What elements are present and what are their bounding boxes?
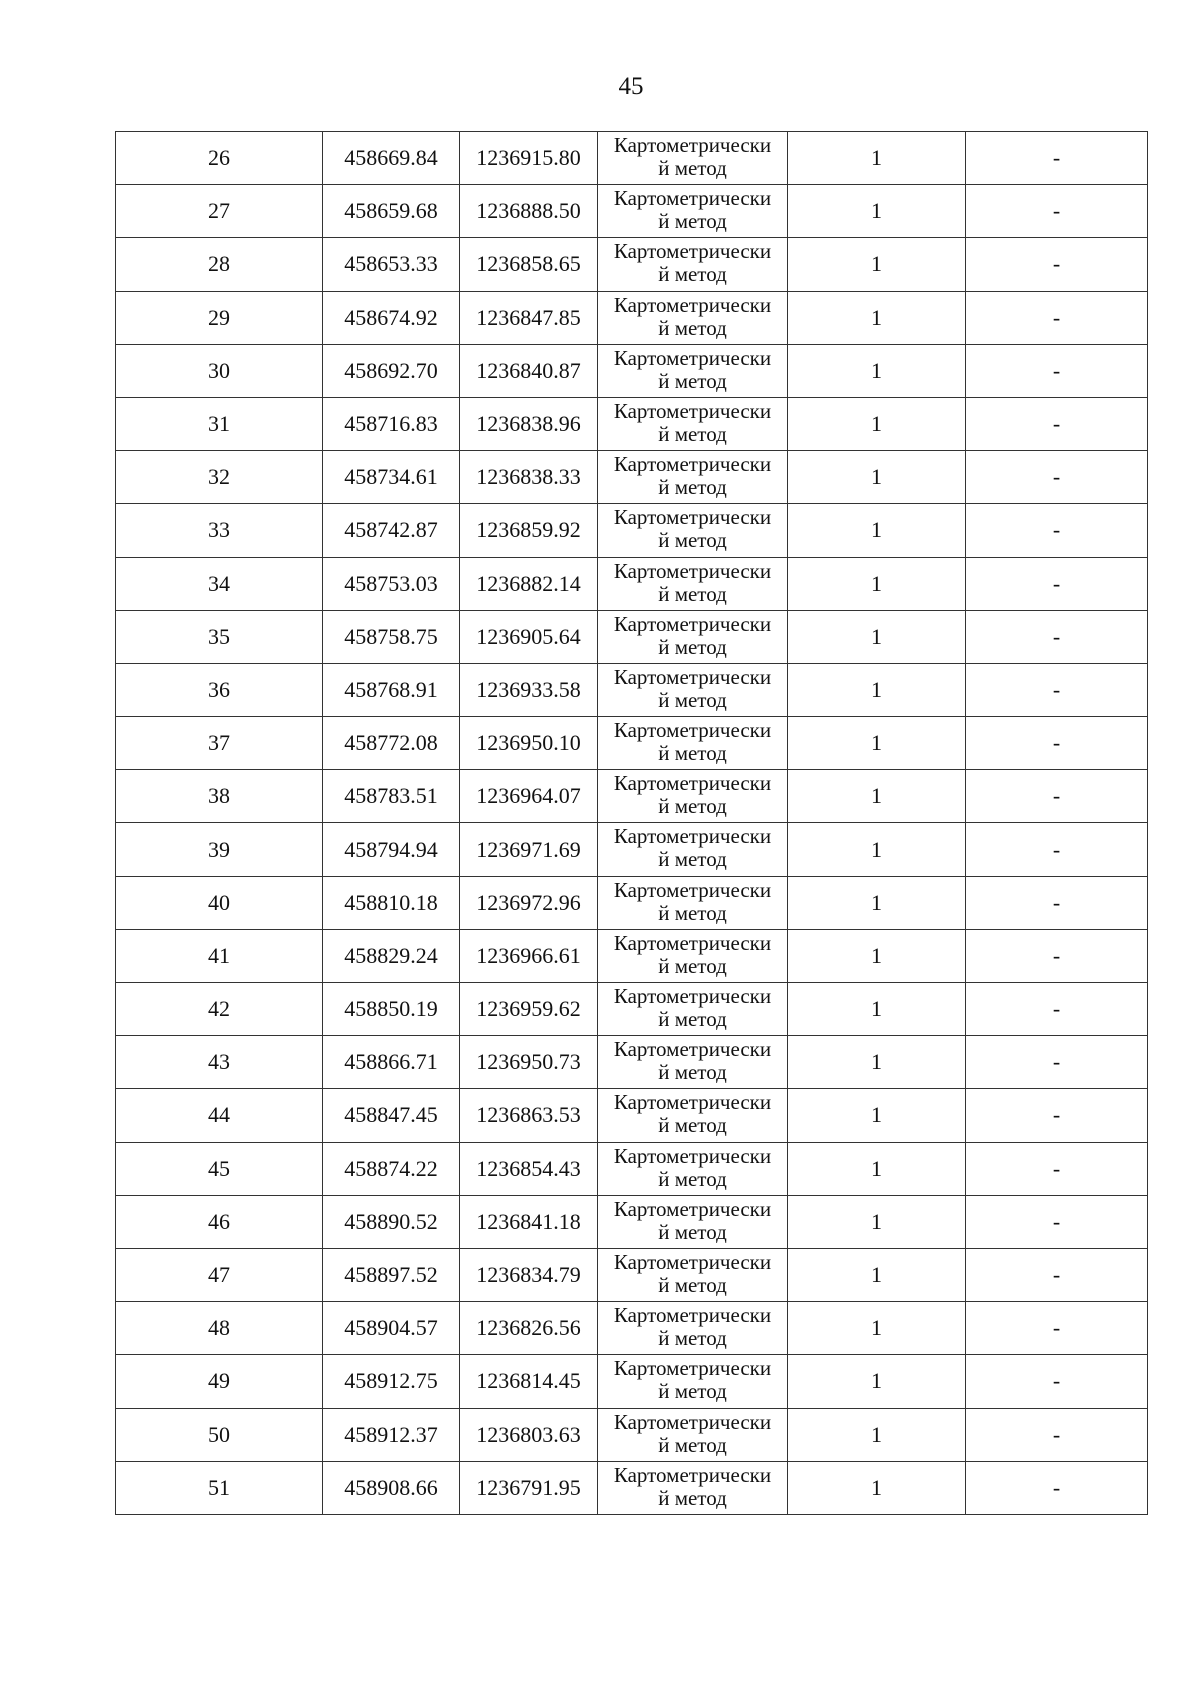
x-coordinate-cell: 458794.94 — [323, 823, 460, 876]
method-text-line-2: й метод — [658, 687, 727, 712]
y-coordinate-cell: 1236950.10 — [460, 717, 598, 770]
note-cell: - — [966, 397, 1148, 450]
point-number-cell: 37 — [116, 717, 323, 770]
y-coordinate-cell: 1236882.14 — [460, 557, 598, 610]
point-number-cell: 46 — [116, 1195, 323, 1248]
method-text-line-1: Картометрически — [613, 186, 772, 211]
y-coordinate-cell: 1236791.95 — [460, 1461, 598, 1514]
table-row — [116, 1248, 1148, 1301]
point-number-cell: 49 — [116, 1355, 323, 1408]
method-text-line-1: Картометрически — [613, 930, 772, 955]
method-cell — [598, 717, 788, 770]
x-coordinate-cell: 458904.57 — [323, 1302, 460, 1355]
x-coordinate-cell: 458810.18 — [323, 876, 460, 929]
table-row — [116, 557, 1148, 610]
method-text-line-1: Картометрически — [613, 1303, 772, 1328]
point-number-cell: 26 — [116, 132, 323, 185]
method-text-line-2: й метод — [658, 1432, 727, 1457]
note-cell: - — [966, 1461, 1148, 1514]
accuracy-cell: 1 — [788, 983, 966, 1036]
accuracy-cell: 1 — [788, 929, 966, 982]
method-text-line-2: й метод — [658, 421, 727, 446]
method-cell — [598, 1089, 788, 1142]
y-coordinate-cell: 1236826.56 — [460, 1302, 598, 1355]
method-cell — [598, 291, 788, 344]
point-number-cell: 42 — [116, 983, 323, 1036]
method-text-line-1: Картометрически — [613, 877, 772, 902]
accuracy-cell: 1 — [788, 1036, 966, 1089]
accuracy-cell: 1 — [788, 1461, 966, 1514]
note-cell: - — [966, 610, 1148, 663]
table-row — [116, 876, 1148, 929]
table-row — [116, 238, 1148, 291]
y-coordinate-cell: 1236854.43 — [460, 1142, 598, 1195]
x-coordinate-cell: 458772.08 — [323, 717, 460, 770]
method-cell — [598, 610, 788, 663]
accuracy-cell: 1 — [788, 344, 966, 397]
y-coordinate-cell: 1236814.45 — [460, 1355, 598, 1408]
method-text-line-2: й метод — [658, 794, 727, 819]
accuracy-cell: 1 — [788, 663, 966, 716]
method-cell — [598, 823, 788, 876]
method-text-line-2: й метод — [658, 315, 727, 340]
x-coordinate-cell: 458653.33 — [323, 238, 460, 291]
method-text-line-1: Картометрически — [613, 558, 772, 583]
x-coordinate-cell: 458890.52 — [323, 1195, 460, 1248]
table-row — [116, 717, 1148, 770]
method-text-line-1: Картометрически — [613, 452, 772, 477]
method-text-line-2: й метод — [658, 900, 727, 925]
method-text-line-1: Картометрически — [613, 133, 772, 157]
method-text-line-1: Картометрически — [613, 611, 772, 636]
accuracy-cell: 1 — [788, 504, 966, 557]
method-text-line-1: Картометрически — [613, 1143, 772, 1168]
point-number-cell: 31 — [116, 397, 323, 450]
method-text-line-2: й метод — [658, 953, 727, 978]
y-coordinate-cell: 1236858.65 — [460, 238, 598, 291]
y-coordinate-cell: 1236847.85 — [460, 291, 598, 344]
method-text-line-1: Картометрически — [613, 1462, 772, 1487]
point-number-cell: 33 — [116, 504, 323, 557]
table-row — [116, 1461, 1148, 1514]
note-cell: - — [966, 1036, 1148, 1089]
method-cell — [598, 1036, 788, 1089]
method-cell — [598, 238, 788, 291]
table-row — [116, 770, 1148, 823]
method-cell — [598, 397, 788, 450]
accuracy-cell: 1 — [788, 451, 966, 504]
table-row — [116, 504, 1148, 557]
accuracy-cell: 1 — [788, 238, 966, 291]
table-row — [116, 663, 1148, 716]
point-number-cell: 35 — [116, 610, 323, 663]
table-row — [116, 1036, 1148, 1089]
method-text-line-1: Картометрически — [613, 984, 772, 1008]
accuracy-cell: 1 — [788, 1355, 966, 1408]
accuracy-cell: 1 — [788, 291, 966, 344]
x-coordinate-cell: 458908.66 — [323, 1461, 460, 1514]
method-cell — [598, 663, 788, 716]
note-cell: - — [966, 663, 1148, 716]
table-row — [116, 291, 1148, 344]
accuracy-cell: 1 — [788, 717, 966, 770]
method-text-line-1: Картометрически — [613, 1409, 772, 1434]
method-text-line-1: Картометрически — [613, 1090, 772, 1115]
y-coordinate-cell: 1236966.61 — [460, 929, 598, 982]
x-coordinate-cell: 458659.68 — [323, 185, 460, 238]
y-coordinate-cell: 1236964.07 — [460, 770, 598, 823]
table-row — [116, 397, 1148, 450]
accuracy-cell: 1 — [788, 770, 966, 823]
note-cell: - — [966, 291, 1148, 344]
point-number-cell: 43 — [116, 1036, 323, 1089]
method-cell — [598, 1248, 788, 1301]
method-cell — [598, 1302, 788, 1355]
table-row — [116, 823, 1148, 876]
x-coordinate-cell: 458716.83 — [323, 397, 460, 450]
point-number-cell: 27 — [116, 185, 323, 238]
table-row — [116, 1142, 1148, 1195]
method-cell — [598, 451, 788, 504]
method-text-line-2: й метод — [658, 262, 727, 287]
table-row — [116, 983, 1148, 1036]
note-cell: - — [966, 185, 1148, 238]
y-coordinate-cell: 1236915.80 — [460, 132, 598, 185]
note-cell: - — [966, 504, 1148, 557]
point-number-cell: 48 — [116, 1302, 323, 1355]
point-number-cell: 29 — [116, 291, 323, 344]
x-coordinate-cell: 458742.87 — [323, 504, 460, 557]
method-text-line-2: й метод — [658, 1272, 727, 1297]
point-number-cell: 36 — [116, 663, 323, 716]
point-number-cell: 34 — [116, 557, 323, 610]
table-body — [116, 132, 1148, 1515]
method-cell — [598, 1355, 788, 1408]
note-cell: - — [966, 1142, 1148, 1195]
note-cell: - — [966, 983, 1148, 1036]
y-coordinate-cell: 1236841.18 — [460, 1195, 598, 1248]
method-text-line-1: Картометрически — [613, 664, 772, 689]
x-coordinate-cell: 458897.52 — [323, 1248, 460, 1301]
point-number-cell: 38 — [116, 770, 323, 823]
note-cell: - — [966, 770, 1148, 823]
point-number-cell: 28 — [116, 238, 323, 291]
y-coordinate-cell: 1236803.63 — [460, 1408, 598, 1461]
x-coordinate-cell: 458874.22 — [323, 1142, 460, 1195]
coordinates-table — [115, 131, 1148, 1515]
method-text-line-2: й метод — [658, 634, 727, 659]
method-text-line-2: й метод — [658, 1113, 727, 1138]
note-cell: - — [966, 1302, 1148, 1355]
accuracy-cell: 1 — [788, 1302, 966, 1355]
note-cell: - — [966, 557, 1148, 610]
point-number-cell: 30 — [116, 344, 323, 397]
y-coordinate-cell: 1236863.53 — [460, 1089, 598, 1142]
x-coordinate-cell: 458692.70 — [323, 344, 460, 397]
method-text-line-2: й метод — [658, 1060, 727, 1085]
x-coordinate-cell: 458734.61 — [323, 451, 460, 504]
note-cell: - — [966, 1195, 1148, 1248]
method-text-line-1: Картометрически — [613, 824, 772, 849]
table-row — [116, 1089, 1148, 1142]
x-coordinate-cell: 458758.75 — [323, 610, 460, 663]
point-number-cell: 39 — [116, 823, 323, 876]
method-text-line-1: Картометрически — [613, 1249, 772, 1274]
method-text-line-2: й метод — [658, 368, 727, 393]
accuracy-cell: 1 — [788, 132, 966, 185]
x-coordinate-cell: 458783.51 — [323, 770, 460, 823]
method-text-line-1: Картометрически — [613, 345, 772, 370]
note-cell: - — [966, 1408, 1148, 1461]
method-text-line-1: Картометрически — [613, 1037, 772, 1062]
accuracy-cell: 1 — [788, 610, 966, 663]
y-coordinate-cell: 1236859.92 — [460, 504, 598, 557]
point-number-cell: 45 — [116, 1142, 323, 1195]
method-cell — [598, 132, 788, 185]
method-text-line-2: й метод — [658, 581, 727, 606]
point-number-cell: 32 — [116, 451, 323, 504]
accuracy-cell: 1 — [788, 1089, 966, 1142]
method-text-line-2: й метод — [658, 528, 727, 553]
y-coordinate-cell: 1236971.69 — [460, 823, 598, 876]
accuracy-cell: 1 — [788, 185, 966, 238]
y-coordinate-cell: 1236905.64 — [460, 610, 598, 663]
method-cell — [598, 876, 788, 929]
accuracy-cell: 1 — [788, 557, 966, 610]
y-coordinate-cell: 1236959.62 — [460, 983, 598, 1036]
note-cell: - — [966, 929, 1148, 982]
x-coordinate-cell: 458753.03 — [323, 557, 460, 610]
note-cell: - — [966, 717, 1148, 770]
point-number-cell: 50 — [116, 1408, 323, 1461]
note-cell: - — [966, 238, 1148, 291]
method-text-line-1: Картометрически — [613, 398, 772, 423]
method-cell — [598, 1408, 788, 1461]
method-text-line-2: й метод — [658, 847, 727, 872]
method-cell — [598, 1142, 788, 1195]
accuracy-cell: 1 — [788, 1408, 966, 1461]
method-cell — [598, 185, 788, 238]
x-coordinate-cell: 458912.37 — [323, 1408, 460, 1461]
note-cell: - — [966, 876, 1148, 929]
method-text-line-2: й метод — [658, 1379, 727, 1404]
accuracy-cell: 1 — [788, 823, 966, 876]
note-cell: - — [966, 344, 1148, 397]
y-coordinate-cell: 1236950.73 — [460, 1036, 598, 1089]
accuracy-cell: 1 — [788, 1195, 966, 1248]
table-row — [116, 610, 1148, 663]
point-number-cell: 40 — [116, 876, 323, 929]
accuracy-cell: 1 — [788, 1142, 966, 1195]
note-cell: - — [966, 823, 1148, 876]
method-text-line-1: Картометрически — [613, 1196, 772, 1221]
x-coordinate-cell: 458850.19 — [323, 983, 460, 1036]
table-row — [116, 132, 1148, 185]
x-coordinate-cell: 458866.71 — [323, 1036, 460, 1089]
method-text-line-1: Картометрически — [613, 239, 772, 264]
accuracy-cell: 1 — [788, 397, 966, 450]
method-text-line-1: Картометрически — [613, 718, 772, 743]
point-number-cell: 41 — [116, 929, 323, 982]
accuracy-cell: 1 — [788, 1248, 966, 1301]
method-text-line-2: й метод — [658, 1007, 727, 1031]
y-coordinate-cell: 1236888.50 — [460, 185, 598, 238]
table-row — [116, 1195, 1148, 1248]
method-cell — [598, 557, 788, 610]
y-coordinate-cell: 1236933.58 — [460, 663, 598, 716]
method-text-line-2: й метод — [658, 156, 727, 180]
x-coordinate-cell: 458912.75 — [323, 1355, 460, 1408]
point-number-cell: 44 — [116, 1089, 323, 1142]
table-row — [116, 1408, 1148, 1461]
method-text-line-2: й метод — [658, 1485, 727, 1510]
method-cell — [598, 504, 788, 557]
method-text-line-1: Картометрически — [613, 1356, 772, 1381]
table-row — [116, 1355, 1148, 1408]
note-cell: - — [966, 451, 1148, 504]
point-number-cell: 47 — [116, 1248, 323, 1301]
method-cell — [598, 770, 788, 823]
x-coordinate-cell: 458847.45 — [323, 1089, 460, 1142]
accuracy-cell: 1 — [788, 876, 966, 929]
note-cell: - — [966, 1089, 1148, 1142]
method-text-line-1: Картометрически — [613, 771, 772, 796]
y-coordinate-cell: 1236972.96 — [460, 876, 598, 929]
x-coordinate-cell: 458674.92 — [323, 291, 460, 344]
method-text-line-2: й метод — [658, 1219, 727, 1244]
point-number-cell: 51 — [116, 1461, 323, 1514]
method-cell — [598, 344, 788, 397]
method-cell — [598, 929, 788, 982]
table-row — [116, 929, 1148, 982]
x-coordinate-cell: 458829.24 — [323, 929, 460, 982]
method-text-line-2: й метод — [658, 1326, 727, 1351]
note-cell: - — [966, 132, 1148, 185]
y-coordinate-cell: 1236840.87 — [460, 344, 598, 397]
note-cell: - — [966, 1248, 1148, 1301]
table-row — [116, 185, 1148, 238]
note-cell: - — [966, 1355, 1148, 1408]
method-text-line-2: й метод — [658, 1166, 727, 1191]
method-text-line-1: Картометрически — [613, 505, 772, 530]
method-text-line-1: Картометрически — [613, 292, 772, 317]
table-row — [116, 344, 1148, 397]
x-coordinate-cell: 458669.84 — [323, 132, 460, 185]
x-coordinate-cell: 458768.91 — [323, 663, 460, 716]
method-text-line-2: й метод — [658, 209, 727, 234]
y-coordinate-cell: 1236838.96 — [460, 397, 598, 450]
table-row — [116, 1302, 1148, 1355]
method-cell — [598, 1461, 788, 1514]
method-cell — [598, 983, 788, 1036]
page-number: 45 — [618, 73, 644, 100]
method-text-line-2: й метод — [658, 475, 727, 500]
method-cell — [598, 1195, 788, 1248]
y-coordinate-cell: 1236838.33 — [460, 451, 598, 504]
y-coordinate-cell: 1236834.79 — [460, 1248, 598, 1301]
table-row — [116, 451, 1148, 504]
method-text-line-2: й метод — [658, 741, 727, 766]
